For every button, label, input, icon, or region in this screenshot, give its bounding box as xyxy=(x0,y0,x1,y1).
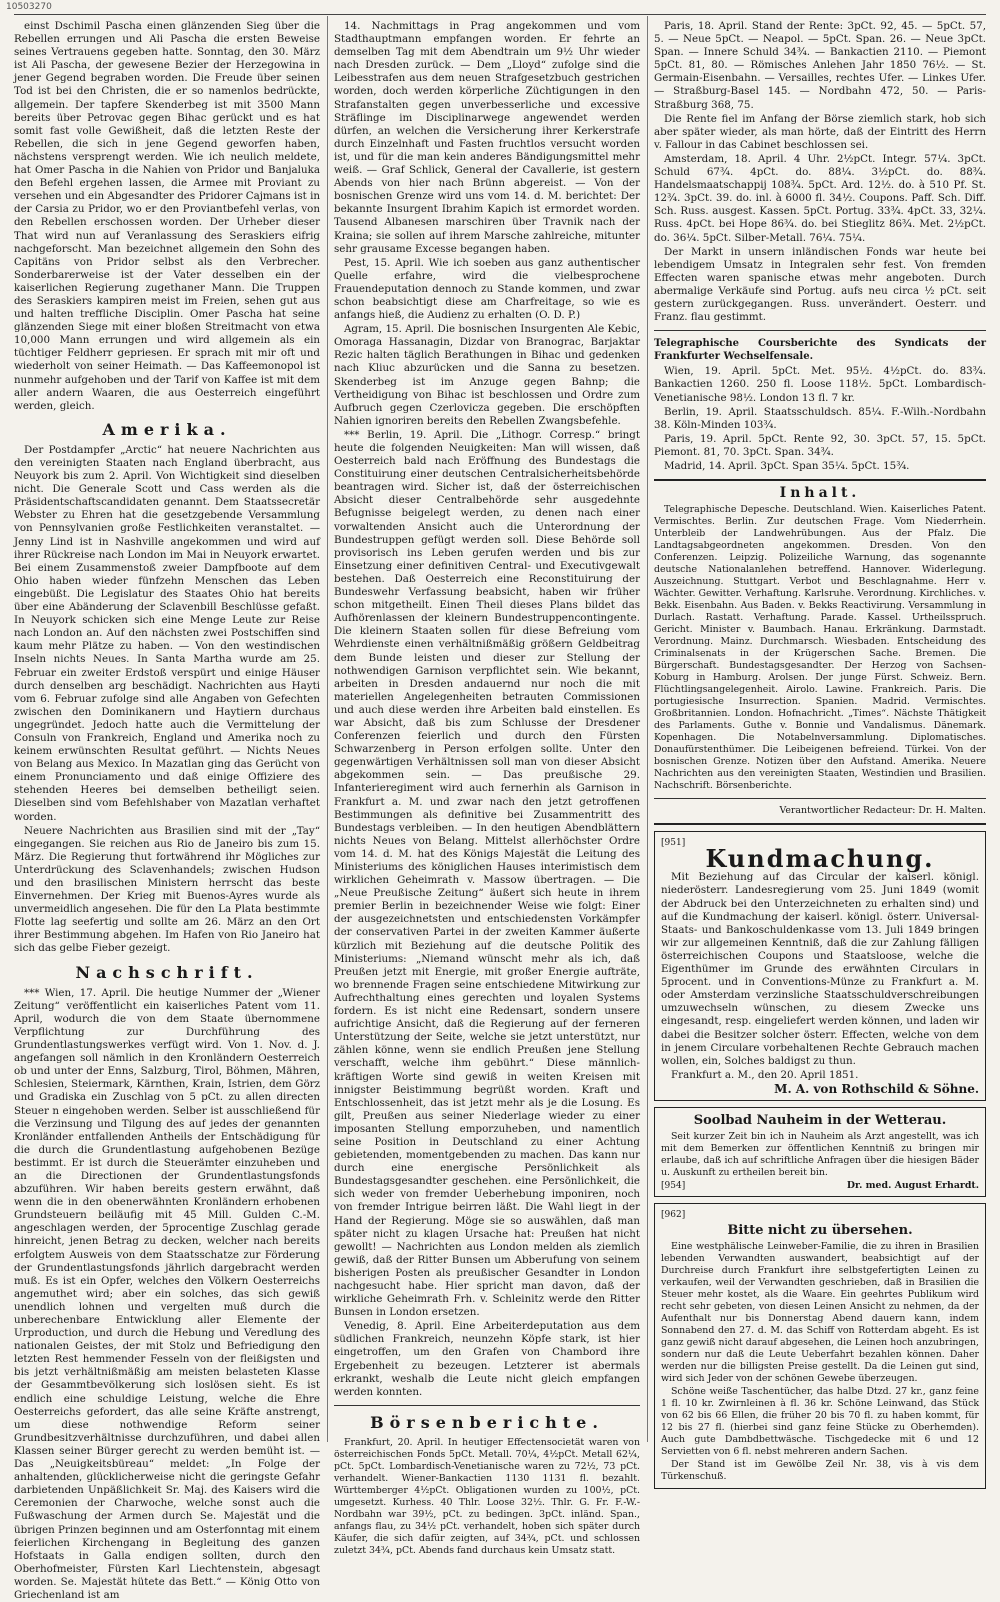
ad-title: Soolbad Nauheim in der Wetterau. xyxy=(693,1112,947,1128)
ad-text: Eine westphälische Leinweber-Familie, die zu ihren in Brasilien lebenden Verwandten auswandert, beabsichtigt auf der Durchreise durch Frankfurt ihre selbstgefertigten Leinen zu verkaufen, weil der Verwandten geschrieben, daß in Brasilien die Steuer mehr kostet, als die Waare. Ein geehrtes Publikum wird recht sehr gebeten, von diesen Leinen Ansicht zu nehmen, da der Aufenthalt nur bis Donnerstag Abend dauern kann, indem Sonnabend den 27. d. M. das Schiff von Rotterdam abgeht. Es ist ganz gewiß nicht darauf abgesehen, die Leinen hoch anzubringen, sondern nur daß die Leute Ueberfahrt bezahlen können. Daher werden nur die billigsten Preise gestellt. Da die Leinen gut sind, wird sich Jeder von der schönen Gewebe überzeugen. xyxy=(661,1241,979,1385)
contents-heading: Inhalt. xyxy=(779,485,861,502)
article-berlin: *** Berlin, 19. April. Die „Lithogr. Corresp.“ bringt heute die folgenden Neuigkeiten: Man will wissen, daß Oesterreich bald nach Eröffnung des Bundestags die Constituirung einer deutschen Centralsicherheitsbehörde beantragen wird. Sicher ist, daß der österreichischen Absicht dieser Centralbehörde sehr ausgedehnte Befugnisse beigelegt werden, zu denen nach einer vorwaltenden Ansicht auch die Unterordnung der Bundestruppen gefügt werden soll. Diese Behörde soll provisorisch ins Leben gerufen werden und bis zur Einsetzung einer definitiven Central- und Executivgewalt bestehen. Daß Oesterreich eine Reconstituirung der Bundeswehr Verfassung beabsicht, haben wir früher schon mitgetheilt. Einen Theil dieses Plans bildet das Aufhörenlassen der kleinern Bundestruppencontingente. Die kleinern Staaten sollen für diese Befreiung vom Wehrdienste einen verhältnißmäßig größern Geldbeitrag dem Bunde leisten und dieser zur Stellung der nothwendigen Garnison verpflichtet sein. Wie bekannt, arbeiten in Dresden andauernd nur noch die mit materiellen Angelegenheiten betrauten Commissionen und auch diese werden ihre Arbeiten bald einstellen. Es war Absicht, daß bis zum Schlusse der Dresdener Conferenzen feierlich und durch den Fürsten Schwarzenberg in Person erfolgen sollte. Unter den gegenwärtigen Verhältnissen soll man von dieser Absicht abgekommen sein. — Das preußische 29. Infanterieregiment wird auch fernerhin als Garnison in Frankfurt a. M. und zwar nach den jetzt getroffenen Bestimmungen als definitive bei Zusammentritt des Bundestags verbleiben. — In den heutigen Abendblättern nichts Neues von Belang. Mittelst allerhöchster Ordre vom 14. d. M. hat des Königs Majestät die Leitung des Ministeriums des königlichen Hauses interimistisch dem wirklichen Geheimrath v. Massow übertragen. — Die „Neue Preußische Zeitung“ äußert sich heute in ihrem premier Berlin in bezeichnender Weise wie folgt: Einer der ausgezeichnetsten und entschiedensten Vorkämpfer der conservativen Partei in der zweiten Kammer äußerte kürzlich mit Beziehung auf die deutsche Politik des Ministeriums: „Niemand wünscht mehr als ich, daß Preußen jetzt mit Energie, mit großer Energie aufträte, wo brennende Fragen seine entschiedene Mitwirkung zur Aufrechthaltung eines gerechten und loyalen Systems fordern. Es ist nicht eine Redensart, sondern unsere aufrichtige Ansicht, daß die Regierung auf der ferneren Unterstützung der Seite, welche sie jetzt unterstützt, nur zählen könne, wenn sie endlich Preußen jene Stellung verschafft, welche ihm gebührt.“ Diese männlich-kräftigen Worte sind gewiß in weiten Kreisen mit innigster Beistimmung begrüßt worden. Kraft und Entschlossenheit, das ist jetzt mehr als je die Losung. Es gilt, Preußen aus seiner Niederlage wieder zu einer imposanten Stellung emporzuheben, und namentlich seine Position in Deutschland zu einer Achtung gebietenden, momentgebenden zu machen. Das kann nur durch eine energische Persönlichkeit als Bundestagsgesandter geschehen. eine Persönlichkeit, die sich weder von fremder Ueberhebung imponiren, noch von fremder Intrigue beirren läßt. Die Wahl liegt in der Hand der Regierung. Möge sie so auswählen, daß man später nicht zu klagen Ursache hat: Preußen hat nicht gewollt! — Nachrichten aus London melden als ziemlich gewiß, daß der Ritter Bunsen um Abberufung von seinem bisherigen Posten als preußischer Gesandter in London nachgesucht habe. Hier spricht man davon, daß der wirkliche Geheimrath Frh. v. Schleinitz werde den Ritter Bunsen in London ersetzen. xyxy=(334,428,640,1319)
telegraph-wien: Wien, 19. April. 5pCt. Met. 95½. 4½pCt. do. 83¾. Bankactien 1260. 250 fl. Loose 118½. 5pCt. Lombardisch-Venetianische 98½. London 13 fl. 7 kr. xyxy=(654,365,986,404)
ad-date: Frankfurt a. M., den 20. April 1851. xyxy=(671,1068,859,1081)
boerse-amsterdam-note: Der Markt in unsern inländischen Fonds war heute bei lebendigem Umsatz in Integralen sehr fest. Von fremden Effecten waren spanische etwas mehr angeboten. Durch abermalige Verkäufe sind Portug. aufs neu circa ½ pCt. seit gestern zurückgegangen. Russ. unverändert. Oesterr. und Franz. flau gestimmt. xyxy=(654,245,986,324)
editor-line: Verantwortlicher Redacteur: Dr. H. Malten. xyxy=(779,805,986,817)
ad-title: Kundmachung. xyxy=(705,844,935,874)
boerse-paris: Paris, 18. April. Stand der Rente: 3pCt. 92, 45. — 5pCt. 57, 5. — Neue 5pCt. — Neapol. — 5pCt. Span. 26. — Neue 3pCt. Span. — Innere Schuld 34¾. — Bankactien 2110. — Piemont 5pCt. 81, 80. — Römisches Anlehen Jahr 1850 76½. — St. Germain-Eisenbahn. — Versailles, rechtes Ufer. — Linkes Ufer. — Straßburg-Basel 145. — Nordbahn 472, 50. — Paris-Straßburg 368, 75. xyxy=(654,20,986,111)
telegraph-berlin: Berlin, 19. April. Staatsschuldsch. 85¼. F.-Wilh.-Nordbahn 38. Köln-Minden 103¾. xyxy=(654,405,986,431)
boerse-amsterdam: Amsterdam, 18. April. 4 Uhr. 2½pCt. Integr. 57¼. 3pCt. Schuld 67¾. 4pCt. do. 88¼. 3½pCt. do. 88¾. Handelsmaatschappij 108¾. 5pCt. Ard. 12½. do. à 510 Pf. St. 12¾. 3pCt. 39. do. inl. à 6000 fl. 34½. Coupons. Paff. Sch. Diff. Sch. Russ. ausgest. Kassen. 5pCt. Portug. 33¾. 4pCt. 33, 32¼. Russ. 4pCt. bei Hope 86¾. do. bei Stieglitz 86¾. Met. 2½pCt. do. 36¼. 5pCt. Silber-Metall. 76¼. 75¼. xyxy=(654,152,986,244)
ad-number: [954] xyxy=(661,1181,686,1192)
ad-title: Bitte nicht zu übersehen. xyxy=(727,1223,913,1239)
telegraph-madrid: Madrid, 14. April. 3pCt. Span 35¼. 5pCt. 15¾. xyxy=(664,460,910,472)
section-heading-boersen: Börsenberichte. xyxy=(370,1412,604,1432)
ad-number: [962] xyxy=(661,1210,686,1221)
section-rule xyxy=(654,330,986,331)
section-rule xyxy=(654,798,986,799)
article-prag: 14. Nachmittags in Prag angekommen und vom Stadthauptmann empfangen worden. Er fehrte an demselben Tag mit dem Abendtrain um 9½ Uhr wieder nach Dresden zurück. — Dem „Lloyd“ zufolge sind die Leibesstrafen aus dem neuen Strafgesetzbuch gestrichen worden, doch werden körperliche Züchtigungen in den Strafanstalten gegen unverbesserliche und excessive Sträflinge im Disciplinarwege angewendet werden dürfen, an welchen die Versicherung ihrer Kerkerstrafe durch Einzelnhaft und Fasten fruchtlos versucht worden ist, und für die man kein anderes Bändigungsmittel mehr weiß. — Graf Schlick, General der Cavallerie, ist gestern Abends von hier nach Brünn abgereist. — Von der bosnischen Grenze wird uns vom 14. d. M. berichtet: Der bekannte Insurgent Ibrahim Kapich ist ermordet worden. Tausend Albanesen marschiren über Travnik nach der Kraina; sie sollen auf ihrem Marsche zahlreiche, mitunter sehr grausame Excesse begangen haben. xyxy=(334,20,640,255)
page-id: 10503270 xyxy=(6,2,52,12)
section-rule xyxy=(334,1405,640,1406)
section-heading-nachschrift: Nachschrift. xyxy=(75,962,259,982)
article-amerika: Der Postdampfer „Arctic“ hat neuere Nachrichten aus den vereinigten Staaten nach England überbracht, aus Neuyork bis zum 2. April. Von Wichtigkeit sind dieselben nicht. Die Generale Scott und Cass werden als die Präsidentschaftscandidaten genannt. Dem Staatssecretär Webster zu Ehren hat die gesetzgebende Versammlung von Pennsylvanien große Festlichkeiten veranstaltet. — Jenny Lind ist in Nashville angekommen und wird auf ihrer Rückreise nach London im Mai in Neuyork erwartet. Bei einem Zusammenstoß zweier Dampfboote auf dem Ohio haben wieder fünfzehn Menschen das Leben eingebüßt. Die Legislatur des Staates Ohio hat bereits über eine Abänderung der Sclavenbill Beschlüsse gefaßt. In Neuyork schicken sich eine Menge Leute zur Reise nach London an. Auf den nächsten zwei Postschiffen sind kaum mehr Plätze zu haben. — Von den westindischen Inseln nichts Neues. In Santa Martha wurde am 25. Februar ein zweiter Erdstoß verspürt und einige Häuser durch denselben arg beschädigt. Nachrichten aus Hayti vom 6. Februar zufolge sind alle Angaben von Gefechten zwischen den Dominikanern und Haytiern durchaus ungegründet. Jedoch hatte auch die Vermittelung der Consuln von Frankreich, England und Amerika noch zu keinem erwünschten Resultat geführt. — Nichts Neues von Belang aus Mexico. In Mazatlan ging das Gerücht von einem Pronunciamento und daß einige Offiziere des stehenden Heeres bei demselben betheiligt seien. Dieselben sind vom Befehlshaber von Mazatlan verhaftet worden. xyxy=(14,443,320,823)
column-divider-1 xyxy=(327,16,328,1442)
column-3 xyxy=(654,20,986,1483)
article-wien: *** Wien, 17. April. Die heutige Nummer der „Wiener Zeitung“ veröffentlicht ein kaiserliches Patent vom 11. April, wodurch die von dem Staate übernommene Verpflichtung zur Durchführung des Grundentlastungswerkes verfügt wird. Von 1. Nov. d. J. angefangen soll nämlich in den Kronländern Oesterreich ob und unter der Enns, Salzburg, Tirol, Böhmen, Mähren, Schlesien, Steiermark, Kärnthen, Krain, Istrien, dem Görz und Gradiska ein Zuschlag von 5 pCt. zu allen directen Steuer n eingehoben werden. Selber ist ausschließend für die Verzinsung und Tilgung des auf jedes der genannten Kronländer entfallenden Antheils der Entschädigung für die durch die Grundentlastung aufgehobenen Bezüge bestimmt. Er ist durch die Steuerämter einzuheben und an die Directionen der Grundentlastungsfonds abzuführen. Wir haben bereits gestern erwähnt, daß wenn die in den obenerwähnten Kronländern erhobenen Grundsteuern beiläufig mit 45 Mill. Gulden C.-M. angeschlagen werden, der 5procentige Zuschlag gerade hinreicht, jenen Betrag zu decken, welcher nach bereits erfolgtem Ausweis von dem Staatsschatze zur Förderung der Grundentlastungsfonds jährlich dargebracht werden muß. Es ist ein Opfer, welches den Völkern Oesterreichs angemuthet wird; aber ein solches, das sich gewiß unendlich lohnen und vergelten muß durch die unberechenbare Entwicklung aller Elemente der Urproduction, und durch die Hebung und Veredlung des nationalen Geistes, der mit Stolz und Befriedigung den letzten Rest hemmender Fesseln von der fleißigsten und bis jetzt verhältnißmäßig am meisten belasteten Klasse der Gesammtbevölkerung sich loslösen sieht. Es ist endlich eine schuldige Leistung, welche die Ehre Oesterreichs gefordert, das alle seine Kräfte anstrengt, um diese nothwendige Reform seiner Grundbesitzverhältnisse durchzuführen, und dabei allen Klassen seiner Bürger gerecht zu werden bemüht ist. — Das „Neuigkeitsbüreau“ meldet: „In Folge der anhaltenden, glücklicherweise nicht die geringste Gefahr darbietenden Unpäßlichkeit Sr. Maj. des Kaisers wird die Ceremonien der Charwoche, welche sonst auch die Fußwaschung der Armen durch Se. Majestät und die übrigen Prinzen beginnen und am Osterfonntag mit einem feierlichen Kirchengang in Begleitung des ganzen Hofstaats in Galla endigen sollten, durch den Oberhofmeister, Fürsten Karl Liechtenstein, abgesagt worden. Se. Majestät hütete das Bett.“ — König Otto von Griechenland ist am xyxy=(14,986,321,1601)
ad-text: Seit kurzer Zeit bin ich in Nauheim als Arzt angestellt, was ich mit dem Bemerken zur öffentlichen Kenntniß zu bringen mir erlaube, daß ich auf schriftliche Anfragen über die hiesigen Bäder u. Auskunft zu ertheilen bereit bin. xyxy=(661,1131,979,1179)
section-heading-amerika: Amerika. xyxy=(102,419,232,439)
section-rule xyxy=(654,823,986,825)
contents-list: Telegraphische Depesche. Deutschland. Wien. Kaiserliches Patent. Vermischtes. Berlin. Zur deutschen Frage. Vom Niederrhein. Unterbleib der Landwehrübungen. Aus der Pfalz. Die Landtagsabgeordneten angekommen. Dresden. Von den Conferenzen. Leipzig. Polizeiliche Warnung, das sogenannte deutsche Nationalanlehen betreffend. Hannover. Widerlegung. Auszeichnung. Stuttgart. Verbot und Beschlagnahme. Herr v. Wächter. Gewitter. Verhaftung. Karlsruhe. Verordnung. Kirchliches. v. Bekk. Eisenbahn. Aus Baden. v. Bekks Reactivirung. Versammlung in Durlach. Rastatt. Verhaftung. Parade. Kassel. Urtheilsspruch. Gericht. Minister v. Baumbach. Hanau. Erkränkung. Darmstadt. Verordnung. Mainz. Durchmarsch. Wiesbaden. Entscheidung des Criminalsenats in der Krügerschen Sache. Bremen. Die Bürgerschaft. Bundestagsgesandter. Der Herzog von Sachsen-Koburg in Hamburg. Arolsen. Der junge Fürst. Schweiz. Bern. Flüchtlingsangelegenheit. Airolo. Lawine. Frankreich. Paris. Die portugiesische Insurrection. Spanien. Madrid. Vermischtes. Großbritannien. London. Hofnachricht. „Times“. Nächste Thätigkeit des Parlaments. Guthe v. Bonnie und Vandalismus. Dänemark. Kopenhagen. Die Notabelnversammlung. Diplomatisches. Donaufürstenthümer. Die Leibeigenen befreiend. Türkei. Von der bosnischen Grenze. Notizen über den Aufstand. Amerika. Neuere Nachrichten aus den vereinigten Staaten, Westindien und Brasilien. Nachschrift. Börsenberichte. xyxy=(654,504,986,792)
ad-text-prices: Schöne weiße Taschentücher, das halbe Dtzd. 27 kr., ganz feine 1 fl. 10 kr. Zwirnleinen à fl. 36 kr. Schöne Leinwand, das Stück von 62 bis 66 Ellen, die früher 20 bis 70 fl. zu haben kommt, für 12 bis 27 fl. (hierbei sind ganz feine Stücke zu Oberhemden). Auch gute Dambdbettwäsche. Tischgedecke mit 6 und 12 Servietten von 6 fl. nebst mehreren andern Sachen. xyxy=(661,1386,979,1458)
advertisement-leinen xyxy=(654,1203,986,1489)
column-2 xyxy=(334,20,640,1556)
article-agram: Agram, 15. April. Die bosnischen Insurgenten Ale Kebic, Omoraga Hassanagin, Dizdar von Branograc, Barjaktar Rezic halten täglich Berathungen in Bihac und gedenken nach Kliuc abzurücken und die Sanna zu besetzen. Skenderbeg ist im Anzuge gegen Bahnp; die Vertheidigung von Bihac ist beschlossen und Ordre zum Aufbruch gegen Czerlovicza gegeben. Die erschöpften Nahien ignoriren bereits den Rebellen Zwangsbefehle. xyxy=(334,323,640,427)
ad-text: Mit Beziehung auf das Circular der kaiserl. königl. niederösterr. Landesregierung vom 25. Juni 1849 (womit der Abdruck bei den Unterzeichneten zu erhalten sind) und auf die Kundmachung der kaiserl. königl. österr. Universal-Staats- und Bankoschuldenkasse vom 13. Juli 1849 bringen wir zur allgemeinen Kenntniß, daß die zur Zahlung fälligen österreichischen Coupons und Staatsloose, welche die Eigenthümer im Grunde des erwähnten Circulars in 5procent. und in Conventions-Münze zu Frankfurt a. M. oder Amsterdam verzinsliche Staatsschuldverschreibungen umzuwechseln wünschen, zu diesem Zwecke uns eingesandt, resp. eingeliefert werden können, und laden wir dabei die Besitzer solcher österr. Effecten, welche von dem in jenem Circulare vorbehaltenen Rechte Gebrauch machen wollen, ein, Solches baldigst zu thun. xyxy=(661,871,979,1067)
telegraph-heading: Telegraphische Coursberichte des Syndicats der Frankfurter Wechselfensale. xyxy=(654,338,986,363)
section-rule xyxy=(654,479,986,481)
ad-number: [951] xyxy=(661,838,686,849)
boerse-paris-note: Die Rente fiel im Anfang der Börse ziemlich stark, hob sich aber später wieder, als man hörte, daß der Eintritt des Herrn v. Fallour in das Cabinet beschlossen sei. xyxy=(654,112,986,151)
article-brasilien: Neuere Nachrichten aus Brasilien sind mit der „Tay“ eingegangen. Sie reichen aus Rio de Janeiro bis zum 15. März. Die Regierung thut fortwährend ihr Mögliches zur Unterdrückung des Sclavenhandels; zwischen Hudson und den brasilischen Ministern herrscht das beste Einvernehmen. Der Krieg mit Buenos-Ayres wurde als unvermeidlich angesehen. Die für den La Plata bestimmte Flotte lag seefertig und sollte am 26. März an den Ort ihrer Bestimmung abgehen. Im Hafen von Rio Janeiro hat sich das gelbe Fieber gezeigt. xyxy=(14,824,320,955)
ad-signature: M. A. von Rothschild & Söhne. xyxy=(774,1081,979,1096)
article-frankfurt-boerse: Frankfurt, 20. April. In heutiger Effectensocietät waren von österreichischen Fonds 5pCt. Metall. 70¼, 4½pCt. Metall 62¼, pCt. 5pCt. Lombardisch-Venetianische waren zu 72½, 73 pCt. verhandelt. Wiener-Bankactien 1130 1131 fl. bezahlt. Württemberger 4½pCt. Obligationen wurden zu 100½, pCt. umgesetzt. Kurhess. 40 Thlr. Loose 32½. Thlr. G. Fr. F.-W.-Nordbahn war 39½, pCt. zu bedingen. 3pCt. inländ. Span., anfangs flau, zu 34½ pCt. verhandelt, hoben sich später durch Käufer, die sich dafür zeigten, auf 34¾, pCt. und schlossen zuletzt 34¾, pCt. Abends fand durchaus kein Umsatz statt. xyxy=(334,1436,640,1556)
advertisement-nauheim xyxy=(654,1107,986,1197)
article-venedig: Venedig, 8. April. Eine Arbeiterdeputation aus dem südlichen Frankreich, neunzehn Köpfe stark, ist hier eingetroffen, um den Grafen von Chambord ihre Ergebenheit zu bezeugen. Letzterer ist abermals erkrankt, weshalb die Leute nicht gleich empfangen werden konnten. xyxy=(334,1320,640,1398)
top-rule xyxy=(14,14,986,15)
advertisement-kundmachung xyxy=(654,831,986,1101)
article-pest: Pest, 15. April. Wie ich soeben aus ganz authentischer Quelle erfahre, wird die vielbesprochene Frauendeputation dennoch zu Stande kommen, und zwar schon beabsichtigt diese am Charfreitage, so wie es anfangs hieß, die Audienz zu erhalten (O. D. P.) xyxy=(334,256,640,322)
telegraph-paris: Paris, 19. April. 5pCt. Rente 92, 30. 3pCt. 57, 15. 5pCt. Piemont. 81, 70. 3pCt. Span. 34¾. xyxy=(654,432,986,458)
ad-location: Der Stand ist im Gewölbe Zeil Nr. 38, vis à vis dem Türkenschuß. xyxy=(661,1459,979,1483)
ad-signature: Dr. med. August Erhardt. xyxy=(846,1180,979,1192)
column-divider-2 xyxy=(647,16,648,1442)
article-bosnia: einst Dschimil Pascha einen glänzenden Sieg über die Rebellen errungen und Ali Pascha die ersten Beweise seines Vertrauens gegeben hatte. Sonntag, den 30. März ist Ali Pascha, der gewesene Bezier der Herzegowina in jener Gegend begraben worden. Die Freude über seinen Tod ist bei den Christen, die er so namenlos bedrückte, allgemein. Der tapfere Skenderbeg ist mit 3500 Mann bereits über Petrovac gegen Bihac gerückt und es hat somit fast volle Gewißheit, daß die letzten Reste der Rebellen, die sich in jene Gegend geworfen haben, nächstens versprengt werden. Wie ich neulich meldete, hat Omer Pascha in die Nahien von Pridor und Banjaluka den Befehl ergehen lassen, die Armee mit Proviant zu versehen und ein Abgesandter des Pridorer Cajmans ist in der Carsia zu Pridor, wo er den Proviantbefehl verlas, von den Rebellen erschossen worden. Der Urheber dieser That wird nun auf Veranlassung des Seraskiers eifrig nachgeforscht. Man bezeichnet allgemein den Sohn des Capitäns von Pridor selbst als den Verbrecher. Sonderbarerweise ist der Vater desselben ein der kaiserlichen Regierung zugethaner Mann. Die Truppen des Seraskiers kampiren meist im Freien, sehen gut aus und halten treffliche Disciplin. Omer Pascha hat seine glänzenden Siege mit einer bloßen Streitmacht von etwa 10,000 Mann errungen und wird allgemein als ein tüchtiger Feldherr gepriesen. Er sprach mit mir oft und wiederholt von seiner Heimath. — Das Kaffeemonopol ist nunmehr aufgehoben und der Tarif von Kaffee ist mit dem aller andern Waaren, die aus Oesterreich eingeführt werden, gleich. xyxy=(14,20,320,412)
column-1 xyxy=(14,20,321,1601)
